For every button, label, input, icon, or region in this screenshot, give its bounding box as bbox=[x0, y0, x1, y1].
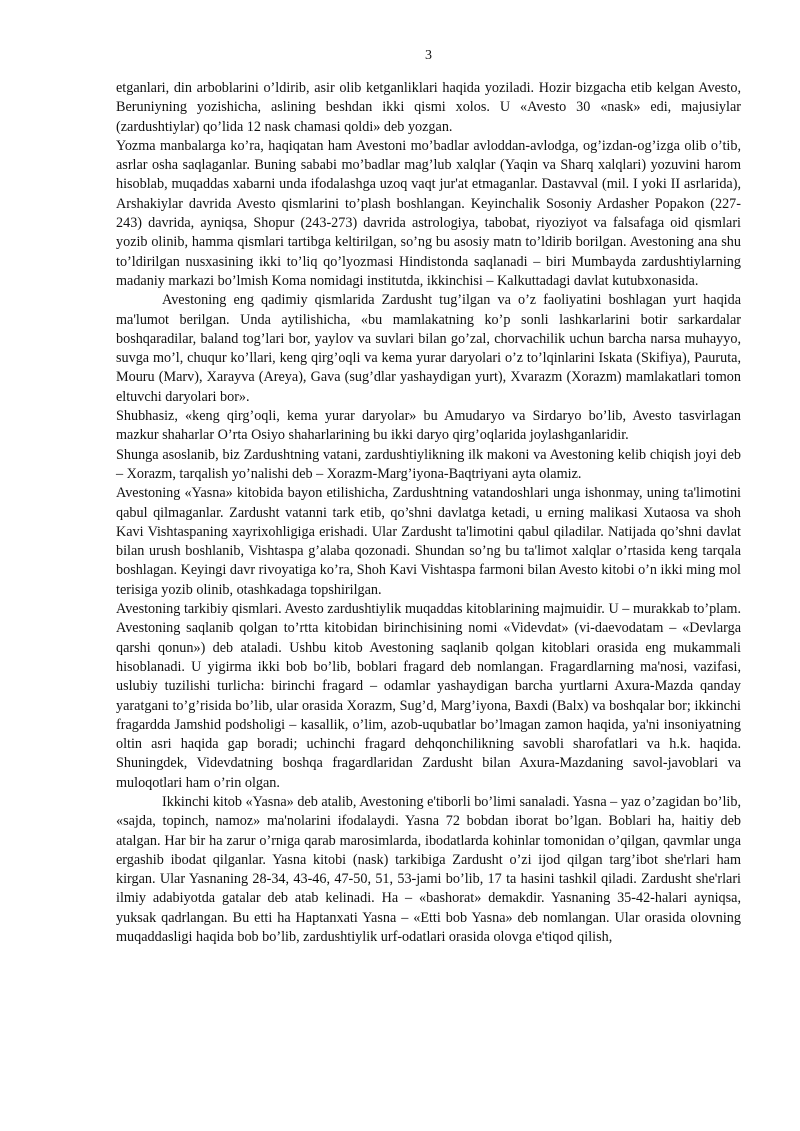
paragraph-2: Yozma manbalarga ko’ra, haqiqatan ham Avestoni mo’badlar avloddan-avlodga, og’izdan-og’izga olib o’tib, asrlar osha saqlaganlar. Buning sababi mo’badlar mag’lub xalqlar (Yaqin va Sharq xalqlari) yozuvini harom hisoblab, muqaddas xabarni unda ifodalashga uzoq vaqt jur'at etmaganlar. Dastavval (mil. I yoki II asrlarida), Arshakiylar davrida Avesto qismlarini to’plash boshlangan. Keyinchalik Sosoniy Ardasher Popakon (227-243) davrida, ayniqsa, Shopur (243-273) davrida astrologiya, tabobat, riyoziyot va falsafaga oid qismlari yozib olinib, hamma qismlari tartibga keltirilgan, so’ng bu asosiy matn to’ldirib borilgan. Avestoning ana shu to’ldirilgan nusxasining ikki to’liq qo’lyozmasi Hindistonda saqlanadi – biri Mumbayda zardushtiylarning madaniy markazi bo’lmish Koma nomidagi institutda, ikkinchisi – Kalkuttadagi davlat kutubxonasida. bbox=[116, 137, 741, 289]
paragraph-5: Shunga asoslanib, biz Zardushtning vatani, zardushtiylikning ilk makoni va Avestoning kelib chiqish joyi deb – Xorazm, tarqalish yo’nalishi deb – Xorazm-Marg’iyona-Baqtriyani ayta olamiz. bbox=[116, 446, 741, 482]
paragraph-7: Avestoning tarkibiy qismlari. Avesto zardushtiylik muqaddas kitoblarining majmuidir. U – murakkab to’plam. Avestoning saqlanib qolgan to’rtta kitobidan birinchisining nomi «Videvdat» (vi-daevodatam – «Devlarga qarshi qonun») deb ataladi. Ushbu kitob Avestoning saqlanib qolgan kitoblari orasida eng mukammali hisoblanadi. U yigirma ikki bob bo’lib, boblari fragard deb nomlangan. Fragardlarning ma'nosi, vazifasi, uslubiy tuzilishi turlicha: birinchi fragard – odamlar yashaydigan barcha yurtlarni Axura-Mazda qanday yaratgani to’g’risida bo’lib, ular orasida Xorazm, Sug’d, Marg’iyona, Baxdi (Balx) va boshqalar bor; ikkinchi fragardda Jamshid podsholigi – kasallik, o’lim, azob-uqubatlar bo’lmagan zamon haqida, ya'ni insoniyatning oltin asri haqida gap boradi; uchinchi fragard dehqonchilikning savobli sharofatlari va h.k. haqida. Shuningdek, Videvdatning boshqa fragardlaridan Zardusht bilan Axura-Mazdaning savol-javoblari va muloqotlari ham o’rin olgan. bbox=[116, 601, 741, 791]
paragraph-4: Shubhasiz, «keng qirg’oqli, kema yurar daryolar» bu Amudaryo va Sirdaryo bo’lib, Avesto tasvirlagan mazkur shaharlar O’rta Osiyo shaharlarining bu ikki daryo qirg’oqlarida joylashganlaridir. bbox=[116, 408, 741, 444]
paragraph-3: Avestoning eng qadimiy qismlarida Zardusht tug’ilgan va o’z faoliyatini boshlagan yurt haqida ma'lumot berilgan. Unda aytilishicha, «bu mamlakatning ko’p sonli lashkarlarini botir sarkardalar boshqaradilar, baland tog’lari bor, yaylov va suvlari bilan go’zal, chorvachilik uchun barcha narsa muhayyo, suvga mo’l, chuqur ko’llari, keng qirg’oqli va kema yurar daryolari o’z to’lqinlarini Iskata (Skifiya), Pauruta, Mouru (Marv), Xarayva (Areya), Gava (sug’dlar yashaydigan yurt), Xvarazm (Xorazm) mamlakatlari tomon eltuvchi daryolari bor». bbox=[116, 292, 741, 405]
paragraph-6: Avestoning «Yasna» kitobida bayon etilishicha, Zardushtning vatandoshlari unga ishonmay, uning ta'limotini qabul qilmaganlar. Zardusht vatanni tark etib, qo’shni davlatga ketadi, u erning malikasi Xutaosa va shoh Kavi Vishtaspaning xayrixohligiga erishadi. Ular Zardusht ta'limotini qabul qiladilar. Natijada qo’shni davlat bilan urush boshlanib, Vishtaspa g’alaba qozonadi. Shundan so’ng bu ta'limot xalqlar o’rtasida keng tarqala boshlagan. Keyingi davr rivoyatiga ko’ra, Shoh Kavi Vishtaspa farmoni bilan Avesto kitobi o’n ikki ming mol terisiga yozib olinib, otashkadaga topshirilgan. bbox=[116, 485, 741, 598]
paragraph-8: Ikkinchi kitob «Yasna» deb atalib, Avestoning e'tiborli bo’limi sanaladi. Yasna – yaz o’zagidan bo’lib, «sajda, topinch, namoz» ma'nolarini ifodalaydi. Yasna 72 bobdan iborat bo’lgan. Boblari ha, haitiy deb atalgan. Har bir ha zarur o’rniga qarab marosimlarda, ibodatlarda kohinlar tomonidan o’qilgan, qavmlar unga ergashib ibodat qilganlar. Yasna kitobi (nask) tarkibiga Zardusht o’zi ijod qilgan targ’ibot she'rlari ham kirgan. Ular Yasnaning 28-34, 43-46, 47-50, 51, 53-jami bo’lib, 17 ta hasini tashkil qiladi. Zardusht she'rlari ilmiy adabiyotda gatalar deb atab kelinadi. Ha – «bashorat» demakdir. Yasnaning 35-42-halari ayniqsa, yuksak qadrlangan. Bu etti ha Haptanxati Yasna – «Etti bob Yasna» deb nomlangan. Ular orasida olovning muqaddasligi haqida bob bo’lib, zardushtiylik urf-odatlari orasida olovga e'tiqod qilish, bbox=[116, 793, 741, 946]
page-number: 3 bbox=[425, 48, 432, 63]
paragraph-1: etganlari, din arboblarini o’ldirib, asir olib ketganliklari haqida yoziladi. Hozir bizgacha etib kelgan Avesto, Beruniyning yozishicha, aslining beshdan ikki qismi xolos. U «Avesto 30 «nask» edi, majusiylar (zardushtiylar) qo’lida 12 nask chamasi qoldi» deb yozgan. bbox=[116, 80, 741, 135]
body-text bbox=[116, 79, 741, 947]
